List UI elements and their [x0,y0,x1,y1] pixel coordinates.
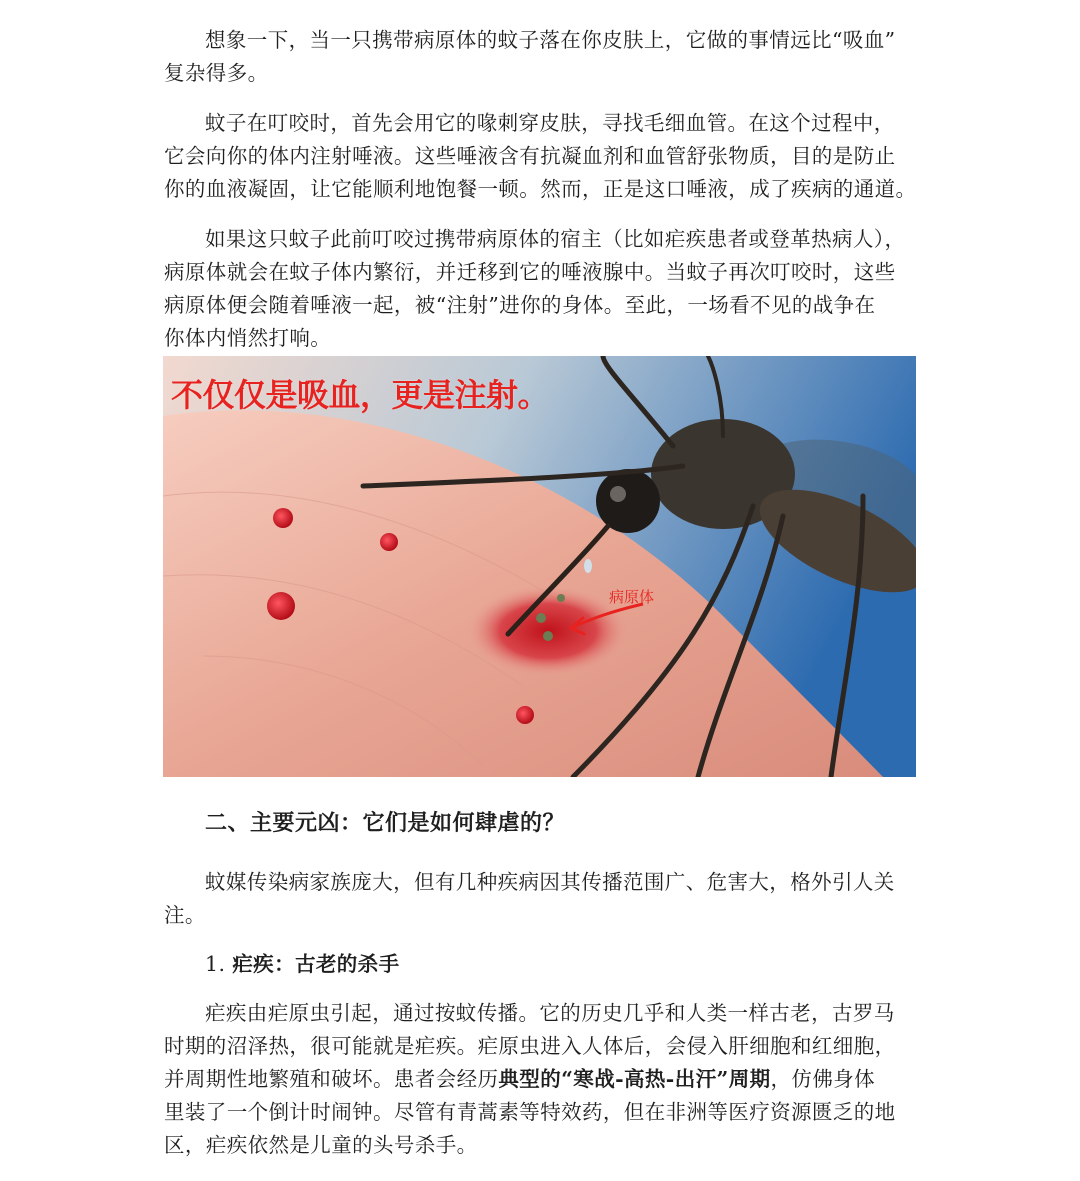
text-line: 病原体就会在蚊子体内繁衍，并迁移到它的唾液腺中。当蚊子再次叮咬时，这些 [164,260,896,284]
subheading-title: 疟疾：古老的杀手 [232,952,400,976]
bold-emphasis: 典型的“寒战-高热-出汗”周期 [498,1067,771,1091]
paragraph-mosquito-intro [164,24,916,90]
text-line: 病原体便会随着唾液一起，被“注射”进你的身体。至此，一场看不见的战争在 [164,293,876,317]
mosquito-bite-illustration [163,356,916,777]
text-line: 蚊子在叮咬时，首先会用它的喙刺穿皮肤，寻找毛细血管。在这个过程中， [205,111,895,135]
subheading-number: 1. [205,952,226,976]
pathogen-label: 病原体 [609,588,655,606]
paragraph-bite-process [164,107,916,206]
text-line: 蚊媒传染病家族庞大，但有几种疾病因其传播范围广、危害大，格外引人关 [205,870,895,894]
text-line: 如果这只蚊子此前叮咬过携带病原体的宿主（比如疟疾患者或登革热病人）， [205,227,906,251]
mosquito-illustration-graphic [163,356,916,777]
subheading-malaria [205,948,399,981]
text-line: 它会向你的体内注射唾液。这些唾液含有抗凝血剂和血管舒张物质，目的是防止 [164,144,896,168]
text-fragment: ，仿佛身体 [770,1067,876,1091]
text-line: 区，疟疾依然是儿童的头号杀手。 [164,1133,478,1157]
paragraph-malaria [164,997,916,1162]
text-line [164,1063,916,1096]
section-heading: 二、主要元凶：它们是如何肆虐的？ [205,811,566,836]
text-line: 你体内悄然打响。 [164,326,332,350]
figure-overlay-caption: 不仅仅是吸血，更是注射。 [171,376,550,414]
text-line: 疟疾由疟原虫引起，通过按蚊传播。它的历史几乎和人类一样古老，古罗马 [205,1001,895,1025]
text-line: 复杂得多。 [164,61,269,85]
text-line: 注。 [164,903,206,927]
text-line: 时期的沼泽热，很可能就是疟疾。疟原虫进入人体后，会侵入肝细胞和红细胞， [164,1034,896,1058]
paragraph-pathogen-transfer [164,223,916,355]
text-line: 你的血液凝固，让它能顺利地饱餐一顿。然而，正是这口唾液，成了疾病的通道。 [164,177,917,201]
text-fragment: 并周期性地繁殖和破坏。患者会经历 [164,1067,499,1091]
paragraph-section-intro [164,866,916,932]
text-line: 想象一下，当一只携带病原体的蚊子落在你皮肤上，它做的事情远比“吸血” [205,28,896,52]
text-line: 里装了一个倒计时闹钟。尽管有青蒿素等特效药，但在非洲等医疗资源匮乏的地 [164,1100,896,1124]
